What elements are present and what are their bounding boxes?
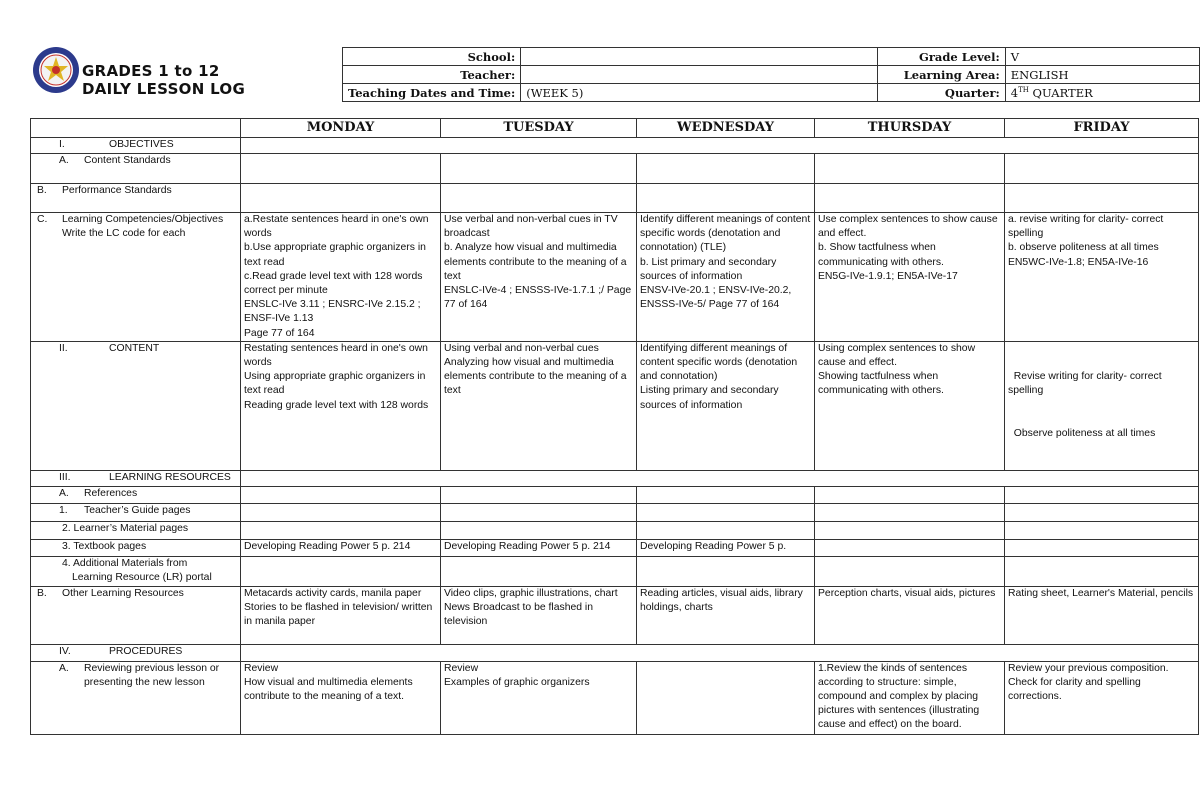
section-label: OBJECTIVES: [109, 139, 174, 150]
section-label: PROCEDURES: [109, 645, 183, 657]
row-label: [31, 470, 241, 486]
cell-line: Analyzing how visual and multimedia elements contribute to the meaning of a text: [444, 357, 627, 397]
cell-wed[interactable]: [637, 503, 815, 521]
cell-tue[interactable]: [441, 486, 637, 503]
section-label: Performance Standards: [62, 185, 172, 196]
section-label: References: [84, 487, 138, 499]
day-header-monday: MONDAY: [241, 119, 441, 138]
row-label: [31, 138, 241, 154]
cell-line: EN5WC-IVe-1.8; EN5A-IVe-16: [1008, 256, 1149, 268]
procedures-span-cell: [241, 644, 1199, 661]
section-number: B.: [37, 185, 47, 196]
cell-line: b. Show tactfulness when communicating with others.: [818, 242, 944, 268]
lesson-log-table: [30, 118, 1199, 735]
cell-line: Review: [444, 662, 479, 674]
section-label: CONTENT: [109, 342, 160, 354]
section-label: 2. Learner’s Material pages: [62, 522, 189, 534]
section-number: A.: [59, 155, 69, 166]
cell-line: Rating sheet, Learner's Material, pencils: [1008, 587, 1194, 599]
cell-line: Page 77 of 164: [244, 327, 315, 339]
section-label: Reviewing previous lesson or: [84, 662, 220, 674]
cell-line: Identifying different meanings of content specific words (denotation and connotation): [640, 342, 798, 383]
teaching-dates-field[interactable]: (WEEK 5): [521, 84, 878, 102]
row-label: [31, 521, 241, 539]
cell-fri[interactable]: [1005, 184, 1199, 213]
cell-mon[interactable]: [241, 661, 441, 734]
day-header-tuesday: TUESDAY: [441, 119, 637, 138]
cell-mon[interactable]: [241, 521, 441, 539]
cell-thu[interactable]: [815, 184, 1005, 213]
cell-thu[interactable]: [815, 539, 1005, 556]
row-learning-resources: [31, 470, 1199, 486]
row-label: [31, 661, 241, 734]
cell-tue[interactable]: [441, 661, 637, 734]
cell-mon[interactable]: [241, 486, 441, 503]
section-sublabel: Learning Resource (LR) portal: [72, 571, 212, 583]
teacher-label: Teacher:: [343, 66, 521, 84]
cell-line: a.Restate sentences heard in one's own words: [244, 214, 429, 240]
quarter-suffix: TH: [1018, 85, 1029, 94]
cell-line: b. List primary and secondary sources of information: [640, 256, 777, 282]
section-label: Content Standards: [84, 155, 171, 166]
cell-tue[interactable]: [441, 154, 637, 184]
cell-line: c.Read grade level text with 128 words correct per minute: [244, 270, 423, 297]
cell-mon[interactable]: [241, 503, 441, 521]
section-sublabel: Write the LC code for each: [62, 228, 186, 240]
cell-fri[interactable]: [1005, 539, 1199, 556]
cell-wed[interactable]: [637, 586, 815, 644]
cell-line: Metacards activity cards, manila paper: [244, 587, 422, 599]
row-label: [31, 644, 241, 661]
cell-line: b.Use appropriate graphic organizers in text read: [244, 242, 426, 268]
cell-thu[interactable]: [815, 503, 1005, 521]
cell-line: ENSLC-IVe-4 ; ENSSS-IVe-1.7.1 ;/ Page 77 of 164: [444, 285, 632, 311]
cell-line: News Broadcast to be flashed in television: [444, 601, 594, 628]
cell-fri[interactable]: [1005, 486, 1199, 503]
cell-line: How visual and multimedia elements contribute to the meaning of a text.: [244, 676, 413, 703]
info-table: [342, 47, 1200, 102]
cell-fri[interactable]: [1005, 586, 1199, 644]
cell-mon[interactable]: [241, 586, 441, 644]
cell-wed[interactable]: Developing Reading Power 5 p.: [637, 539, 815, 556]
title-line-1: GRADES 1 to 12: [82, 62, 220, 80]
cell-line: Identify different meanings of content specific words (denotation and connotation) (TLE): [640, 214, 811, 254]
cell-line: Review: [244, 662, 279, 674]
cell-wed[interactable]: [637, 154, 815, 184]
days-header-row: [31, 119, 1199, 138]
cell-tue[interactable]: [441, 556, 637, 586]
cell-thu[interactable]: [815, 661, 1005, 734]
quarter-number: 4: [1010, 85, 1019, 100]
teaching-dates-label: Teaching Dates and Time:: [343, 84, 521, 102]
school-field[interactable]: [521, 48, 878, 66]
cell-line: Use complex sentences to show cause and effect.: [818, 214, 998, 240]
cell-wed[interactable]: [637, 486, 815, 503]
day-header-thursday: THURSDAY: [815, 119, 1005, 138]
section-label: Learning Competencies/Objectives: [62, 214, 224, 225]
row-learners-material: [31, 521, 1199, 539]
cell-line: Stories to be flashed in television/ written in manila paper: [244, 601, 433, 628]
cell-line: Video clips, graphic illustrations, chart: [444, 587, 618, 599]
corner-cell: [31, 119, 241, 138]
row-objectives: [31, 138, 1199, 154]
document-title: [82, 62, 245, 98]
section-number: B.: [37, 587, 47, 599]
cell-tue[interactable]: Developing Reading Power 5 p. 214: [441, 539, 637, 556]
row-textbook: [31, 539, 1199, 556]
cell-line: Using complex sentences to show cause and effect.: [818, 342, 976, 369]
cell-line: Examples of graphic organizers: [444, 676, 590, 688]
learning-resources-span-cell: [241, 470, 1199, 486]
cell-mon[interactable]: [241, 341, 441, 470]
cell-mon[interactable]: [241, 556, 441, 586]
day-header-wednesday: WEDNESDAY: [637, 119, 815, 138]
learning-area-label: Learning Area:: [878, 66, 1006, 84]
objectives-span-cell: [241, 138, 1199, 154]
row-content-standards: [31, 154, 1199, 184]
cell-line: Listing primary and secondary sources of information: [640, 385, 779, 411]
cell-line: Using appropriate graphic organizers in text read: [244, 371, 426, 397]
grade-level-label: Grade Level:: [878, 48, 1006, 66]
row-label: [31, 341, 241, 470]
cell-fri[interactable]: [1005, 521, 1199, 539]
learning-area-field[interactable]: ENGLISH: [1005, 66, 1199, 84]
section-label: LEARNING RESOURCES: [109, 471, 231, 483]
section-number: 1.: [59, 504, 68, 516]
row-other-resources: [31, 586, 1199, 644]
cell-tue[interactable]: [441, 341, 637, 470]
cell-wed[interactable]: [637, 213, 815, 342]
row-additional-materials: [31, 556, 1199, 586]
title-line-2: DAILY LESSON LOG: [82, 80, 246, 98]
school-label: School:: [343, 48, 521, 66]
cell-line: b. Analyze how visual and multimedia elements contribute to the meaning of a text: [444, 242, 627, 282]
cell-mon[interactable]: [241, 213, 441, 342]
row-label: [31, 586, 241, 644]
row-label: [31, 154, 241, 184]
row-label: [31, 213, 241, 342]
cell-line: 1.Review the kinds of sentences according to structure: simple, compound and complex by placing pictures with sentences (illustrating cause and effect) on the board.: [818, 662, 980, 731]
section-label: 3. Textbook pages: [62, 540, 147, 552]
cell-tue[interactable]: [441, 503, 637, 521]
row-teachers-guide: [31, 503, 1199, 521]
cell-line: Restating sentences heard in one's own words: [244, 342, 428, 369]
section-label: Other Learning Resources: [62, 587, 184, 599]
grade-level-field[interactable]: V: [1005, 48, 1199, 66]
section-number: II.: [59, 342, 68, 354]
document-header: [30, 44, 1200, 104]
row-performance-standards: [31, 184, 1199, 213]
deped-seal-icon: [32, 46, 80, 94]
row-references: [31, 486, 1199, 503]
cell-fri[interactable]: [1005, 154, 1199, 184]
cell-mon[interactable]: [241, 184, 441, 213]
cell-thu[interactable]: [815, 586, 1005, 644]
cell-wed[interactable]: [637, 184, 815, 213]
cell-line: a. revise writing for clarity- correct spelling: [1008, 214, 1164, 240]
cell-thu[interactable]: [815, 154, 1005, 184]
cell-line: ENSLC-IVe 3.11 ; ENSRC-IVe 2.15.2 ; ENSF-IVe 1.13: [244, 299, 421, 325]
cell-wed[interactable]: [637, 521, 815, 539]
section-number: III.: [59, 471, 71, 483]
cell-tue[interactable]: [441, 586, 637, 644]
section-sublabel: presenting the new lesson: [84, 676, 205, 688]
cell-fri[interactable]: [1005, 341, 1199, 470]
cell-line: Using verbal and non-verbal cues: [444, 342, 599, 354]
row-procedures: [31, 644, 1199, 661]
cell-line: Observe politeness at all times: [1008, 428, 1156, 440]
cell-tue[interactable]: [441, 521, 637, 539]
row-label: [31, 556, 241, 586]
section-label: Teacher’s Guide pages: [84, 504, 191, 516]
day-header-friday: FRIDAY: [1005, 119, 1199, 138]
cell-thu[interactable]: [815, 341, 1005, 470]
cell-fri[interactable]: [1005, 661, 1199, 734]
cell-line: Use verbal and non-verbal cues in TV broadcast: [444, 214, 618, 240]
row-label: [31, 184, 241, 213]
quarter-text: QUARTER: [1028, 85, 1093, 100]
cell-wed[interactable]: [637, 341, 815, 470]
cell-line: EN5G-IVe-1.9.1; EN5A-IVe-17: [818, 270, 958, 282]
section-number: I.: [59, 139, 65, 150]
cell-thu[interactable]: [815, 486, 1005, 503]
section-number: C.: [37, 214, 48, 225]
section-number: A.: [59, 662, 69, 674]
cell-mon[interactable]: [241, 154, 441, 184]
row-label: [31, 539, 241, 556]
quarter-field[interactable]: [1005, 84, 1199, 102]
cell-tue[interactable]: [441, 213, 637, 342]
cell-line: ENSV-IVe-20.1 ; ENSV-IVe-20.2, ENSSS-IVe-5/ Page 77 of 164: [640, 285, 792, 311]
cell-line: Reading grade level text with 128 words: [244, 399, 429, 411]
teacher-field[interactable]: [521, 66, 878, 84]
cell-line: Reading articles, visual aids, library holdings, charts: [640, 587, 803, 613]
section-number: A.: [59, 487, 69, 499]
cell-line: Review your previous composition. Check for clarity and spelling corrections.: [1008, 662, 1169, 703]
cell-mon[interactable]: Developing Reading Power 5 p. 214: [241, 539, 441, 556]
quarter-label: Quarter:: [878, 84, 1006, 102]
cell-thu[interactable]: [815, 521, 1005, 539]
row-content: [31, 341, 1199, 470]
cell-wed[interactable]: [637, 556, 815, 586]
cell-thu[interactable]: [815, 213, 1005, 342]
cell-fri[interactable]: [1005, 213, 1199, 342]
cell-thu[interactable]: [815, 556, 1005, 586]
cell-fri[interactable]: [1005, 503, 1199, 521]
row-competencies: [31, 213, 1199, 342]
row-label: [31, 503, 241, 521]
cell-tue[interactable]: [441, 184, 637, 213]
section-label: 4. Additional Materials from: [62, 557, 188, 569]
cell-line: Revise writing for clarity- correct spelling: [1008, 371, 1165, 397]
row-reviewing: [31, 661, 1199, 734]
cell-wed[interactable]: [637, 661, 815, 734]
row-label: [31, 486, 241, 503]
section-number: IV.: [59, 645, 71, 657]
cell-line: b. observe politeness at all times: [1008, 242, 1159, 254]
cell-line: Perception charts, visual aids, pictures: [818, 587, 996, 599]
cell-fri[interactable]: [1005, 556, 1199, 586]
cell-line: Showing tactfulness when communicating with others.: [818, 371, 944, 397]
